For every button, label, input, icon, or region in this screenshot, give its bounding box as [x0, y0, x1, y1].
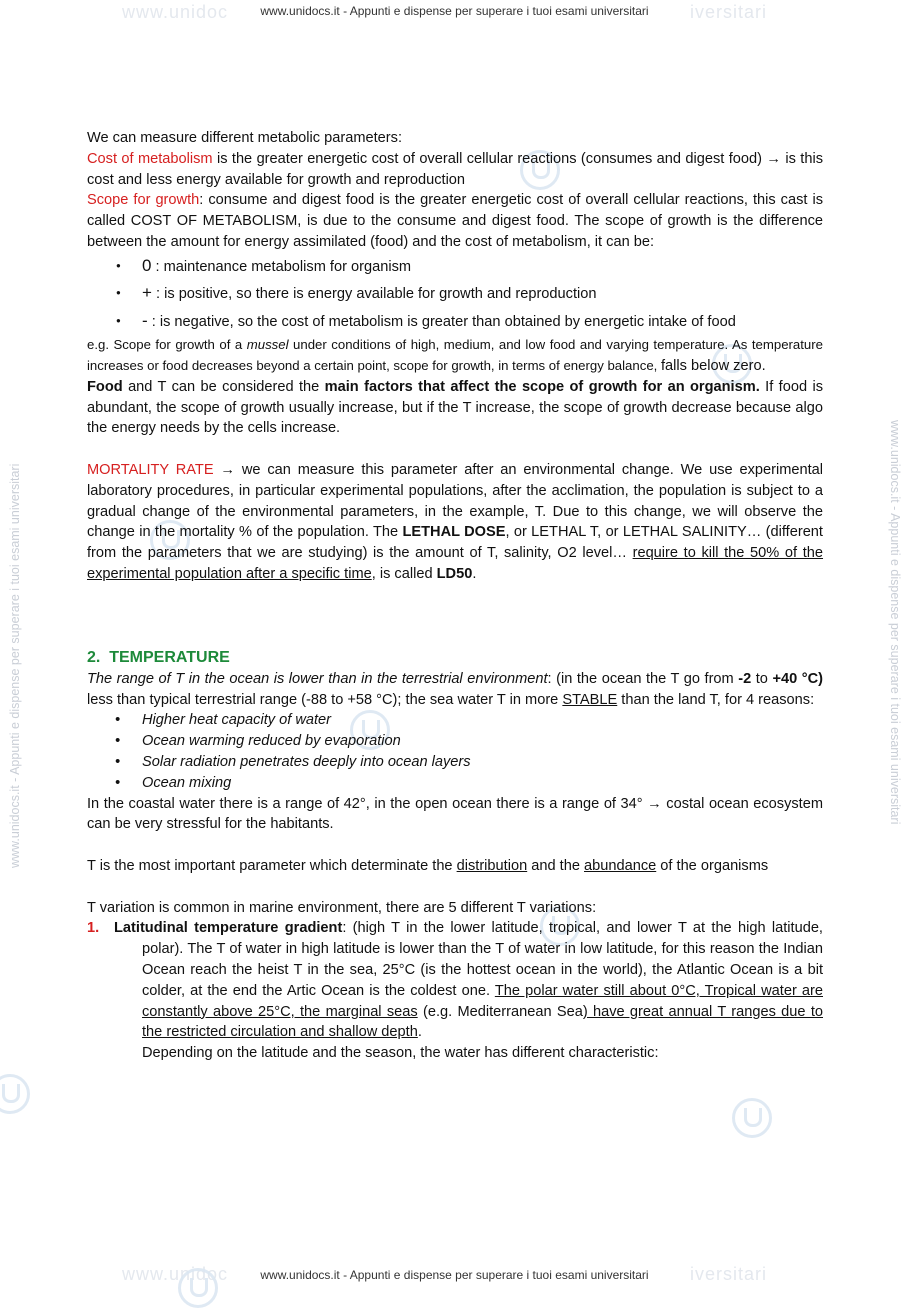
list-item: • Higher heat capacity of water: [142, 710, 823, 731]
mortality-text: , is called: [371, 566, 437, 583]
mortality-text: → we can measure this parameter after an environmental change. We use experimental laboratory procedures, in particular experimental populations, after the acclimation, the population is subject to a gradual change of the environmental parameters, in the example, T. Due to this change, we will observe the change in the mortality % of the population. The: [87, 462, 824, 541]
watermark-side-right: www.unidocs.it - Appunti e dispense per superare i tuoi esami universitari: [888, 420, 902, 825]
variation-line: T variation is common in marine environment, there are 5 different T variations:: [87, 899, 597, 916]
list-item: [142, 280, 823, 308]
scope-term: Scope for growth: [87, 192, 200, 209]
distribution-underline: distribution: [456, 858, 528, 875]
mortality-underline: require to kill the 50% of the experimental population after a specific time: [87, 545, 824, 583]
example-paragraph: [87, 335, 823, 377]
example-mussel: mussel: [246, 337, 289, 353]
watermark-top: www.unidocs.it - Appunti e dispense per superare i tuoi esami universitari: [260, 4, 649, 18]
scope-item-text: : maintenance metabolism for organism: [151, 258, 412, 275]
scope-symbol: +: [142, 283, 152, 303]
section-title: TEMPERATURE: [109, 648, 230, 666]
food-term: Food: [87, 378, 123, 395]
watermark-logo-icon: [732, 1098, 772, 1138]
reasons-list: [87, 710, 823, 793]
scope-list: [87, 253, 823, 336]
document-body: [87, 128, 823, 1064]
cost-text: is the greater energetic cost of overall cellular reactions (consumes and digest food) → is this cost and less energy available for growth and reproduction: [87, 150, 824, 188]
section-number: 2.: [87, 648, 101, 666]
list-item: • Solar radiation penetrates deeply into ocean layers: [142, 752, 823, 773]
scope-item-text: : is negative, so the cost of metabolism is greater than obtained by energetic intake of food: [147, 313, 736, 330]
list-item: • Ocean warming reduced by evaporation: [142, 731, 823, 752]
cost-term: Cost of metabolism: [87, 150, 213, 167]
list-item: [142, 253, 823, 281]
list-item: [142, 308, 823, 336]
mortality-term: MORTALITY RATE: [87, 462, 214, 479]
range-bold: -2: [738, 670, 752, 687]
scope-symbol: -: [142, 310, 148, 330]
cost-of-metabolism-paragraph: [87, 149, 823, 191]
watermark-logo-icon: [0, 1074, 30, 1114]
range-text: less than typical terrestrial range (-88 to +58 °C); the sea water T in more: [87, 691, 563, 708]
spacer: [87, 439, 823, 460]
item-title: Latitudinal temperature gradient: [114, 920, 343, 937]
watermark-ghost-top-right: iversitari: [690, 2, 768, 22]
item-number: 1.: [87, 920, 100, 937]
food-paragraph: [87, 377, 823, 439]
scope-item-text: : is positive, so there is energy available for growth and reproduction: [151, 286, 597, 303]
item-text: : (high T in the lower latitude, tropical, and lower T at the high latitude, polar). The T of water in high latitude is lower than the T of water in low latitude, for this reason the Indian Ocean reach the heist T in the sea, 25°C (is the hottest ocean in the world), the Atlantic Ocean is a bit colder, at the end the Artic Ocean is the coldest one.: [142, 920, 823, 999]
distribution-paragraph: [87, 856, 823, 877]
numbered-item-latitudinal: [87, 918, 823, 1064]
mortality-paragraph: [87, 460, 823, 585]
coastal-paragraph: In the coastal water there is a range of 42°, in the open ocean there is a range of 34° → costal ocean ecosystem can be very stressful for the habitants.: [87, 795, 823, 833]
lethal-dose: LETHAL DOSE: [402, 524, 506, 541]
distribution-text: T is the most important parameter which determinate the: [87, 858, 457, 875]
watermark-ghost-bottom-left: www.unidoc: [122, 1264, 229, 1284]
range-text: to: [751, 670, 773, 687]
item-text: (e.g. Mediterranean Sea: [417, 1003, 583, 1020]
section-heading: [87, 647, 823, 669]
item-paragraph: [114, 918, 823, 1043]
scope-text: : consume and digest food is the greater energetic cost of overall cellular reactions, this cast is called COST OF METABOLISM, is due to the consume and digest food. The scope of growth is the difference between the amount for energy assimilated (food) and the cost of metabolism, it can be:: [87, 192, 823, 250]
item-followup: Depending on the latitude and the season, the water has different characteristic:: [142, 1045, 659, 1062]
range-bold: +40 °C): [772, 670, 823, 687]
range-text: : (in the ocean the T go from: [547, 670, 739, 687]
mortality-text: .: [472, 566, 477, 583]
range-italic: The range of T in the ocean is lower than in the terrestrial environment: [87, 670, 548, 687]
example-text: As temperature increases or food decreases beyond a certain point, scope for growth, in terms of energy balance,: [87, 337, 823, 374]
ld50: LD50: [436, 566, 473, 583]
spacer: [87, 585, 823, 647]
watermark-side-left: www.unidocs.it - Appunti e dispense per superare i tuoi esami universitari: [8, 463, 22, 868]
food-bold: main factors that affect the scope of growth for an organism.: [324, 378, 760, 395]
food-text: and T can be considered the: [122, 378, 325, 395]
watermark-bottom: www.unidocs.it - Appunti e dispense per superare i tuoi esami universitari: [260, 1268, 649, 1282]
example-text: under conditions of high, medium, and low food and varying temperature.: [288, 337, 729, 353]
example-text: falls below zero.: [660, 358, 766, 375]
range-paragraph: [87, 669, 823, 711]
distribution-text: and the: [527, 858, 584, 875]
example-text: e.g. Scope for growth of a: [87, 337, 247, 353]
scope-for-growth-paragraph: [87, 190, 823, 252]
scope-symbol: 0: [142, 255, 152, 275]
watermark-logo-icon: [178, 1268, 218, 1308]
watermark-ghost-bottom-right: iversitari: [690, 1264, 768, 1284]
item-underline: The polar water still about 0°C, Tropical water are constantly above 25°C, the marginal seas: [142, 982, 823, 1020]
range-stable: STABLE: [562, 691, 618, 708]
list-item: • Ocean mixing: [142, 773, 823, 794]
food-text: If food is abundant, the scope of growth usually increase, but if the T increase, the scope of growth decrease because algo the energy needs by the cells increase.: [87, 378, 824, 437]
item-text: .: [417, 1024, 422, 1041]
abundance-underline: abundance: [584, 858, 657, 875]
range-text: than the land T, for 4 reasons:: [617, 691, 815, 708]
mortality-text: , or LETHAL T, or LETHAL SALINITY… (different from the parameters that we are studying) is the amount of T, salinity, O2 level…: [87, 524, 823, 562]
intro-line: We can measure different metabolic parameters:: [87, 130, 402, 146]
distribution-text: of the organisms: [656, 858, 769, 875]
item-underline: ) have great annual T ranges due to the restricted circulation and shallow depth: [142, 1003, 823, 1041]
spacer: [87, 877, 823, 898]
watermark-ghost-top-left: www.unidoc: [122, 2, 229, 22]
spacer: [87, 835, 823, 856]
